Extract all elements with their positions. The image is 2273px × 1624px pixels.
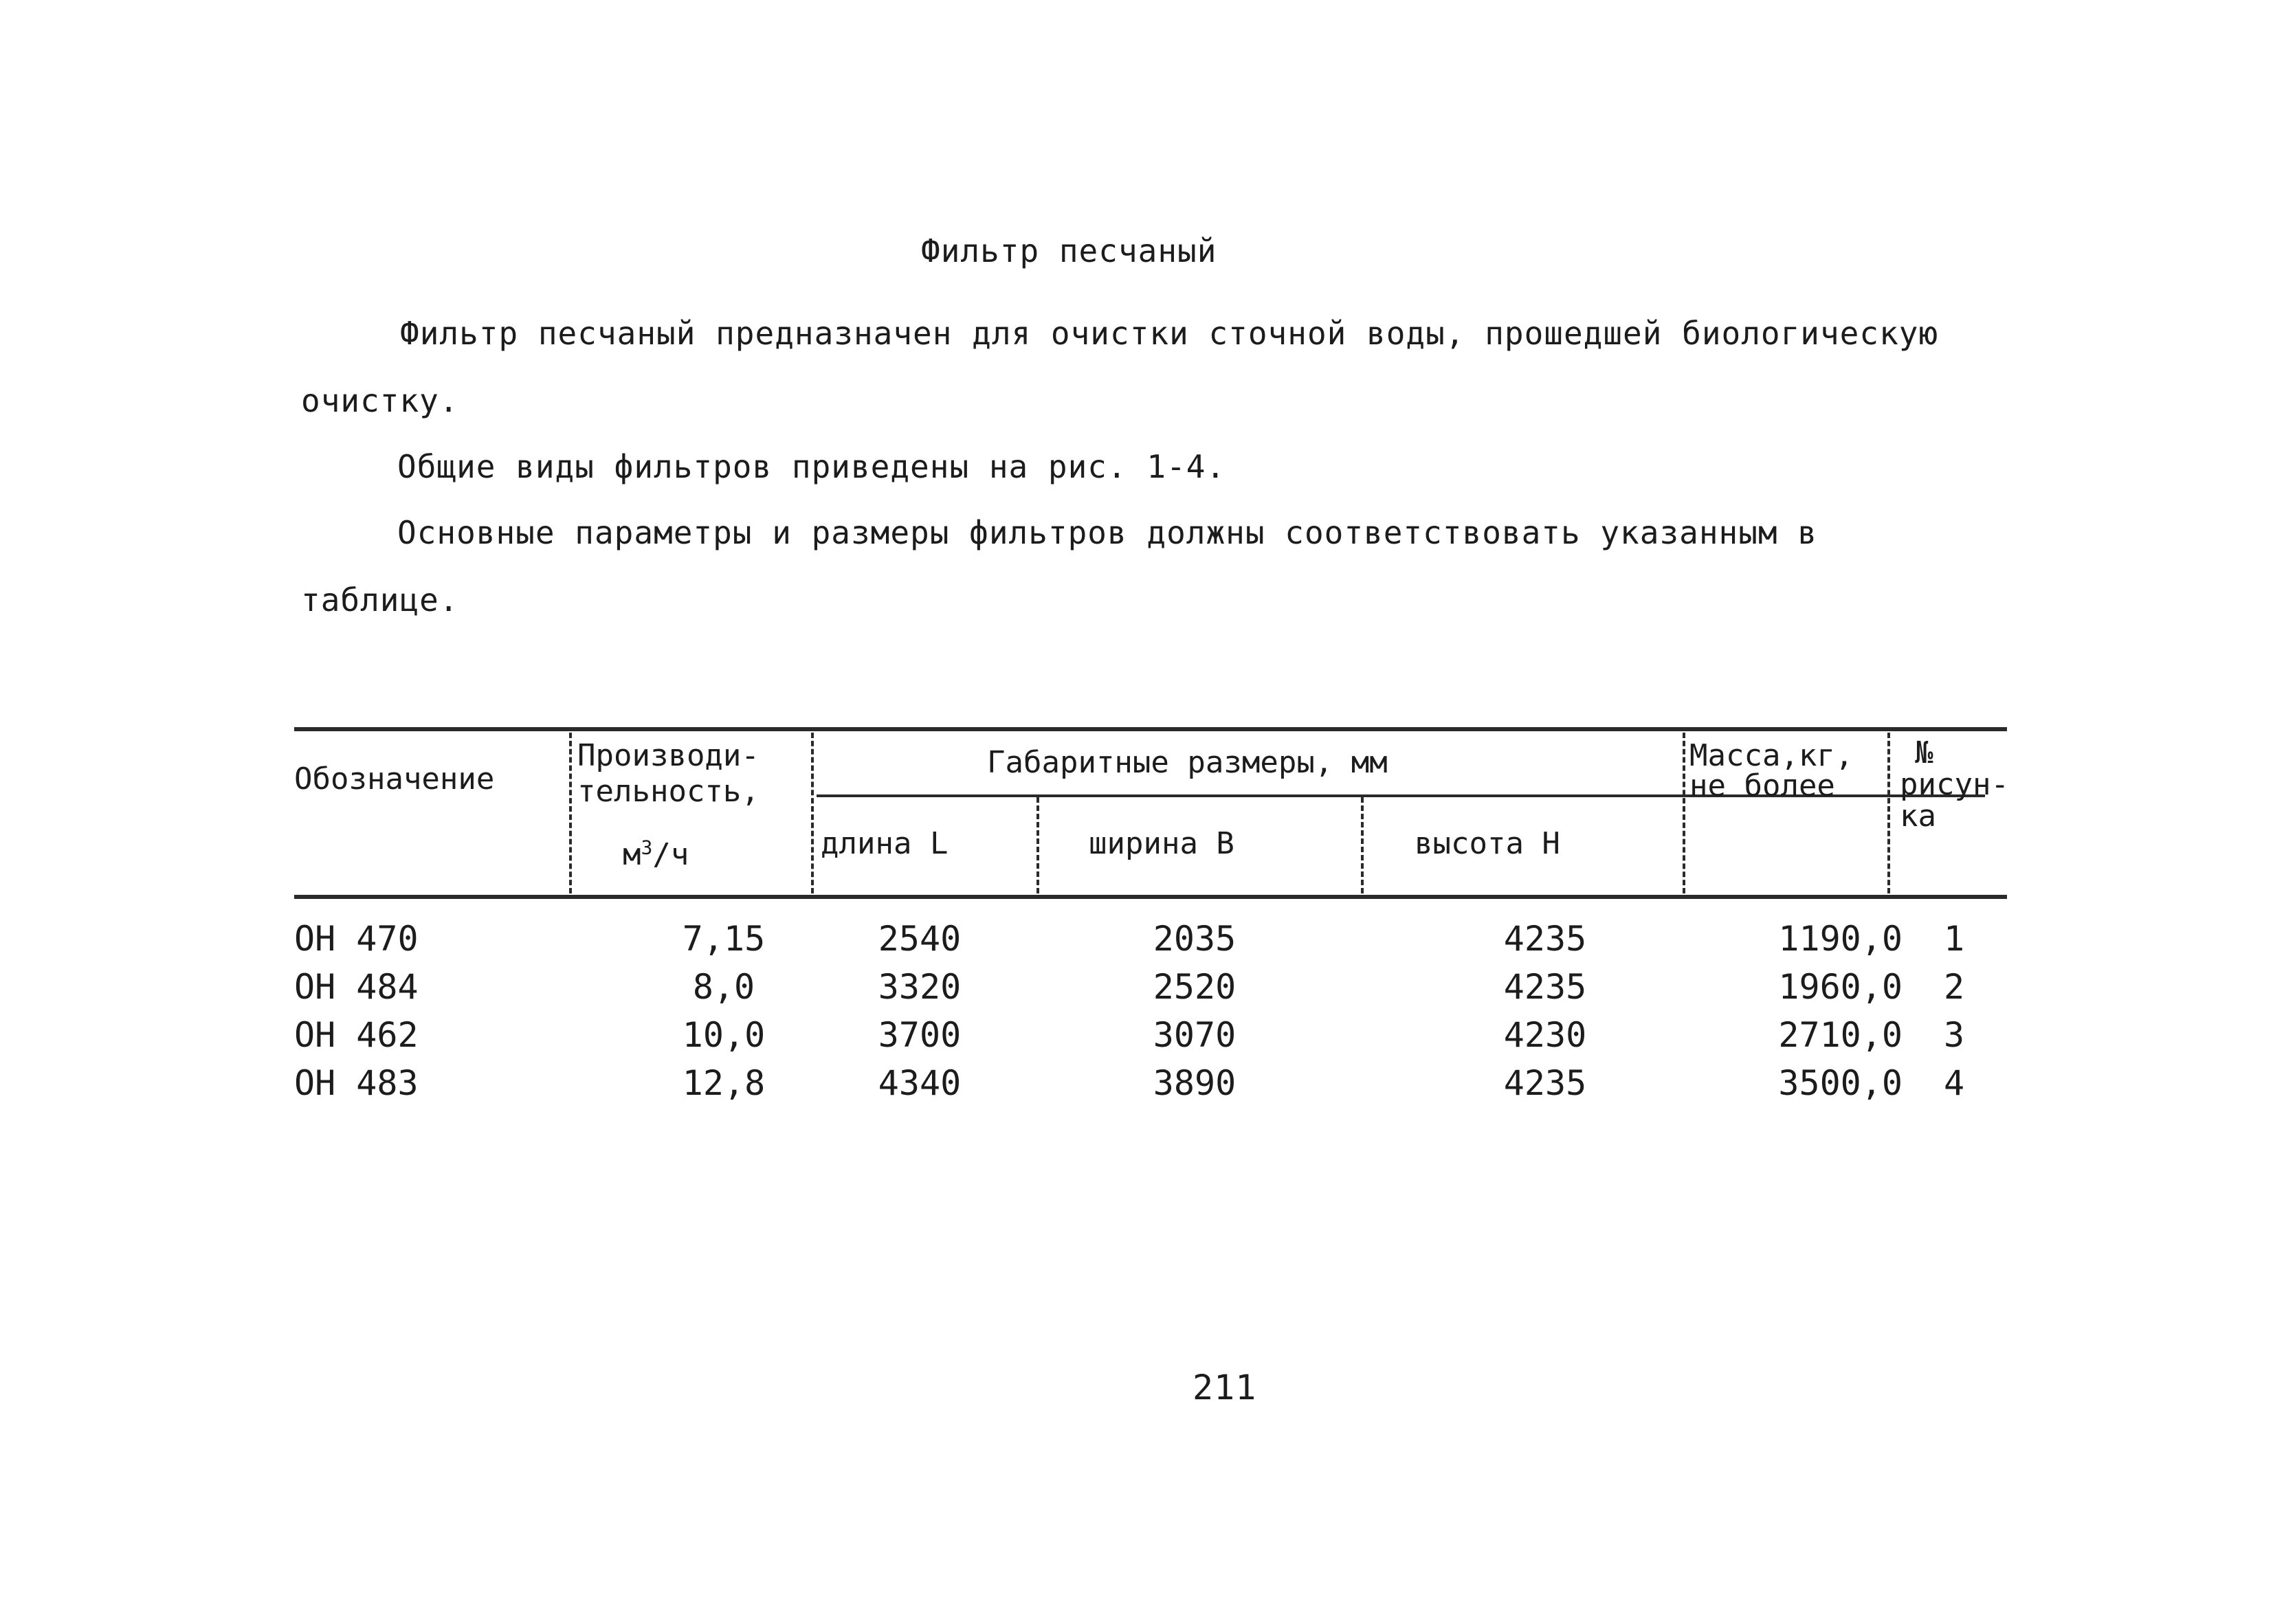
- cell-width: 2035: [1153, 919, 1237, 959]
- cell-width: 3070: [1153, 1015, 1237, 1055]
- cell-mass: 2710,0: [1778, 1015, 1903, 1055]
- table-row: [294, 966, 2007, 1014]
- header-designation: Обозначение: [294, 761, 495, 797]
- cell-productivity: 8,0: [692, 967, 755, 1007]
- cell-designation: ОН 483: [294, 1063, 419, 1103]
- cell-productivity: 7,15: [682, 919, 766, 959]
- cell-productivity: 10,0: [682, 1015, 766, 1055]
- header-productivity-line2: тельность,: [577, 774, 759, 809]
- cell-length: 2540: [878, 919, 962, 959]
- table-row: [294, 1063, 2007, 1111]
- cell-width: 2520: [1153, 967, 1237, 1007]
- unit-rest: /ч: [652, 837, 689, 872]
- paragraph-purpose-line1: Фильтр песчаный предназначен для очистки сточной воды, прошедшей биологическую: [400, 315, 1939, 352]
- page-title: Фильтр песчаный: [921, 232, 1217, 269]
- header-separator: [1887, 733, 1890, 893]
- header-separator: [569, 733, 572, 893]
- cell-figure: 2: [1943, 967, 1965, 1007]
- header-figure-line3: ка: [1900, 799, 1936, 834]
- cell-figure: 4: [1943, 1063, 1965, 1103]
- unit-base: м: [623, 837, 641, 872]
- cell-height: 4235: [1503, 919, 1587, 959]
- header-height: высота Н: [1415, 826, 1560, 861]
- page-number: 211: [1193, 1368, 1257, 1408]
- cell-mass: 1190,0: [1778, 919, 1903, 959]
- cell-height: 4230: [1503, 1015, 1587, 1055]
- header-figure-line2: рисун-: [1900, 767, 2009, 802]
- header-separator: [1361, 797, 1364, 893]
- cell-length: 3700: [878, 1015, 962, 1055]
- cell-designation: ОН 470: [294, 919, 419, 959]
- cell-mass: 3500,0: [1778, 1063, 1903, 1103]
- cell-length: 4340: [878, 1063, 962, 1103]
- cell-mass: 1960,0: [1778, 967, 1903, 1007]
- paragraph-general-views: Общие виды фильтров приведены на рис. 1-4.: [397, 448, 1226, 485]
- cell-productivity: 12,8: [682, 1063, 766, 1103]
- cell-figure: 1: [1943, 919, 1965, 959]
- header-productivity-unit: [623, 838, 689, 871]
- header-separator: [1036, 797, 1039, 893]
- table-row: [294, 918, 2007, 966]
- header-bottom-rule: [294, 895, 2007, 899]
- paragraph-parameters-line1: Основные параметры и размеры фильтров должны соответствовать указанным в: [397, 514, 1817, 551]
- table-row: [294, 1014, 2007, 1063]
- header-mass-line1: Масса,кг,: [1689, 738, 1854, 773]
- header-productivity-line1: Производи-: [577, 738, 759, 773]
- header-mass-line2: не более: [1689, 768, 1835, 803]
- cell-length: 3320: [878, 967, 962, 1007]
- parameters-table: [294, 727, 2009, 1103]
- cell-designation: ОН 484: [294, 967, 419, 1007]
- header-length: длина L: [821, 826, 949, 861]
- table-top-rule: [294, 727, 2007, 731]
- cell-designation: ОН 462: [294, 1015, 419, 1055]
- unit-exponent: 3: [641, 836, 653, 859]
- header-width: ширина В: [1089, 826, 1234, 861]
- header-dimensions: Габаритные размеры, мм: [987, 745, 1388, 780]
- cell-figure: 3: [1943, 1015, 1965, 1055]
- cell-width: 3890: [1153, 1063, 1237, 1103]
- header-separator: [811, 733, 814, 893]
- header-separator: [1683, 733, 1685, 893]
- cell-height: 4235: [1503, 1063, 1587, 1103]
- paragraph-purpose-line2: очистку.: [301, 382, 459, 419]
- header-figure-line1: №: [1915, 735, 1933, 770]
- cell-height: 4235: [1503, 967, 1587, 1007]
- paragraph-parameters-line2: таблице.: [301, 581, 459, 619]
